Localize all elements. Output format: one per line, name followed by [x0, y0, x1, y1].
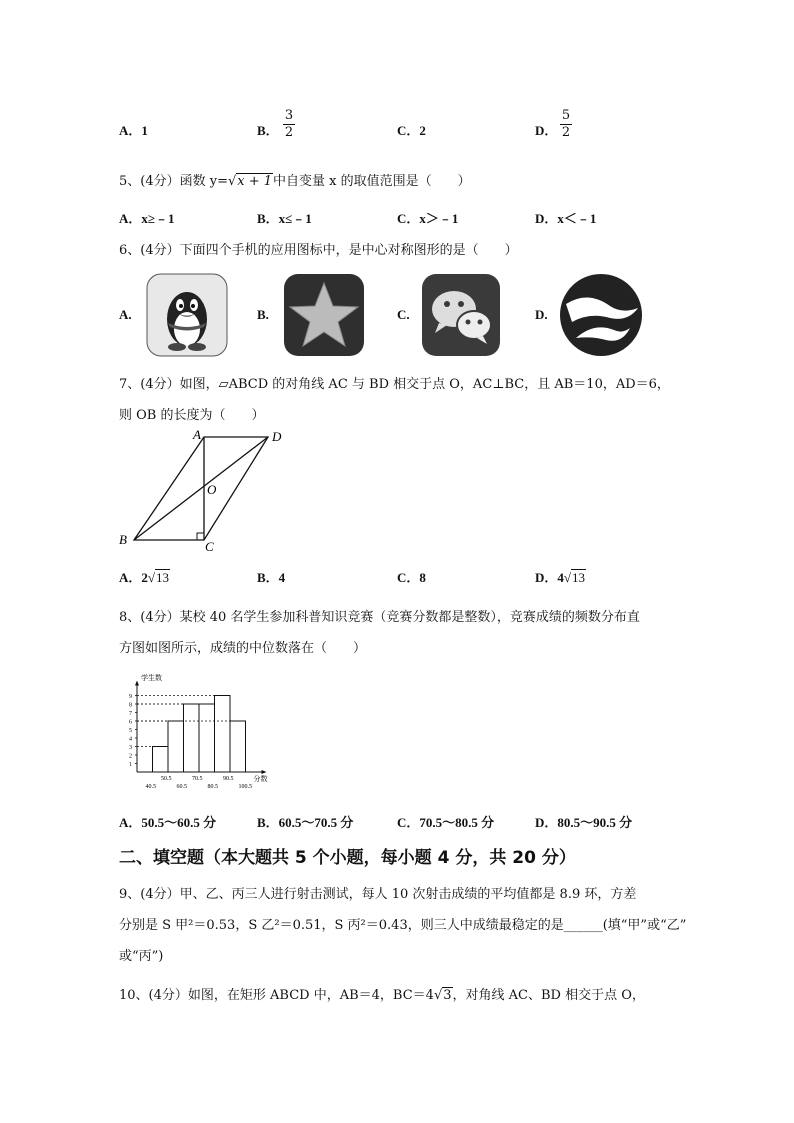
penguin-app-icon — [146, 273, 228, 357]
x-tick-label: 40.5 — [145, 784, 156, 790]
q8-question-line2: 方图如图所示，成绩的中位数落在（ ） — [119, 641, 367, 656]
q7-option-c: C．8 — [397, 570, 426, 585]
histogram-bar — [230, 721, 246, 772]
q6-question: 6、(4分）下面四个手机的应用图标中，是中心对称图形的是（ ） — [119, 243, 518, 258]
section-title: 二、填空题（本大题共 5 个小题，每小题 4 分，共 20 分） — [119, 848, 576, 868]
q8-question-line1: 8、(4分）某校 40 名学生参加科普知识竞赛（竞赛分数都是整数），竞赛成绩的频数分布直 — [119, 610, 640, 625]
q4-option-d-label: D． — [535, 123, 558, 138]
parallelogram-figure — [115, 425, 295, 553]
q7-question-line2: 则 OB 的长度为（ ） — [119, 408, 265, 423]
q7-question-line1: 7、(4分）如图，▱ABCD 的对角线 AC 与 BD 相交于点 O，AC⊥BC，且 AB＝10，AD＝6， — [119, 377, 670, 392]
q7-option-a-prefix: A．2 — [119, 570, 148, 585]
label-d: D — [272, 429, 282, 444]
y-tick-label: 8 — [129, 702, 132, 709]
y-tick-label: 2 — [129, 753, 132, 760]
x-tick-label: 60.5 — [176, 784, 187, 790]
fraction-numerator: 5 — [561, 108, 571, 123]
x-tick-label: 70.5 — [192, 776, 203, 782]
histogram-bar — [153, 747, 169, 773]
q8-option-b: B．60.5～70.5 分 — [257, 815, 354, 830]
sqrt-symbol: √ — [227, 174, 237, 189]
q7-option-d-prefix: D．4 — [535, 570, 564, 585]
histogram-bar — [168, 721, 184, 772]
q8-option-d: D．80.5～90.5 分 — [535, 815, 633, 830]
q9-line1: 9、(4分）甲、乙、丙三人进行射击测试，每人 10 次射击成绩的平均值都是 8.9 环，方差 — [119, 887, 637, 902]
q6-option-a-label: A. — [119, 307, 132, 322]
q10-radicand: 3 — [443, 988, 452, 1003]
q4-option-d-fraction — [560, 108, 572, 141]
q5-option-d: D．x＜﹣1 — [535, 211, 597, 226]
y-tick-label: 1 — [129, 762, 132, 768]
y-axis-label: 学生数 — [141, 674, 162, 682]
label-o: O — [207, 482, 217, 497]
label-b: B — [119, 532, 127, 547]
q4-option-b-fraction — [283, 108, 295, 141]
y-tick-label: 3 — [129, 745, 132, 751]
y-tick-label: 4 — [129, 736, 132, 743]
q5-option-a: A．x≥﹣1 — [119, 211, 175, 226]
right-angle-mark — [197, 533, 204, 540]
q9-line2: 分别是 S 甲²＝0.53，S 乙²＝0.51，S 丙²＝0.43，则三人中成绩最稳定的是______(填“甲”或“乙” — [119, 918, 687, 933]
diagonal-bd — [134, 437, 268, 540]
q10-line1 — [119, 984, 645, 1003]
x-axis-label: 分数 — [253, 775, 268, 783]
frequency-histogram — [115, 672, 285, 794]
fraction-denominator: 2 — [561, 125, 571, 140]
label-a: A — [193, 427, 201, 442]
q6-option-d-label: D. — [535, 307, 548, 322]
q5-prefix: 5、(4分）函数 y= — [119, 174, 228, 189]
x-axis-arrow — [262, 770, 267, 774]
y-tick-label: 7 — [129, 711, 132, 717]
y-tick-label: 9 — [129, 694, 132, 700]
histogram-bar — [215, 696, 231, 773]
fraction-numerator: 3 — [284, 108, 294, 123]
swirl-app-icon — [558, 272, 644, 358]
label-c: C — [205, 539, 214, 553]
q7-option-d — [535, 567, 586, 586]
q5-option-c: C．x＞﹣1 — [397, 211, 459, 226]
x-tick-label: 90.5 — [223, 776, 234, 782]
x-tick-label: 100.5 — [238, 784, 252, 790]
sqrt-symbol: √ — [433, 988, 443, 1003]
q7-option-a — [119, 567, 170, 586]
x-tick-label: 50.5 — [161, 776, 172, 782]
chat-bubbles-app-icon — [421, 273, 501, 357]
q4-option-a: A．1 — [119, 123, 148, 138]
q7-option-a-radicand: 13 — [156, 570, 170, 585]
q4-option-c: C．2 — [397, 123, 426, 138]
sqrt-symbol: √ — [147, 570, 156, 585]
y-tick-label: 6 — [129, 719, 132, 726]
q5-option-b: B．x≤﹣1 — [257, 211, 312, 226]
q7-option-b: B．4 — [257, 570, 286, 585]
q4-option-b-label: B． — [257, 123, 279, 138]
q7-option-d-radicand: 13 — [572, 570, 586, 585]
q6-option-c-label: C. — [397, 307, 410, 322]
y-tick-label: 5 — [129, 728, 132, 734]
histogram-bar — [199, 704, 215, 772]
q5-question — [119, 170, 471, 189]
fraction-denominator: 2 — [284, 125, 294, 140]
sqrt-symbol: √ — [563, 570, 572, 585]
q6-option-b-label: B. — [257, 307, 269, 322]
q10-prefix: 10、(4分）如图，在矩形 ABCD 中，AB＝4，BC＝4 — [119, 988, 434, 1003]
q9-line3: 或“丙”) — [119, 949, 164, 964]
histogram-bar — [184, 704, 200, 772]
q5-suffix: 中自变量 x 的取值范围是（ ） — [273, 174, 471, 189]
q8-option-c: C．70.5～80.5 分 — [397, 815, 495, 830]
y-axis-arrow — [135, 681, 139, 686]
star-app-icon — [283, 273, 365, 357]
x-tick-label: 80.5 — [207, 784, 218, 790]
q5-radicand: x + 1 — [237, 174, 273, 189]
q8-option-a: A．50.5～60.5 分 — [119, 815, 217, 830]
q10-suffix: ，对角线 AC、BD 相交于点 O， — [452, 988, 645, 1003]
